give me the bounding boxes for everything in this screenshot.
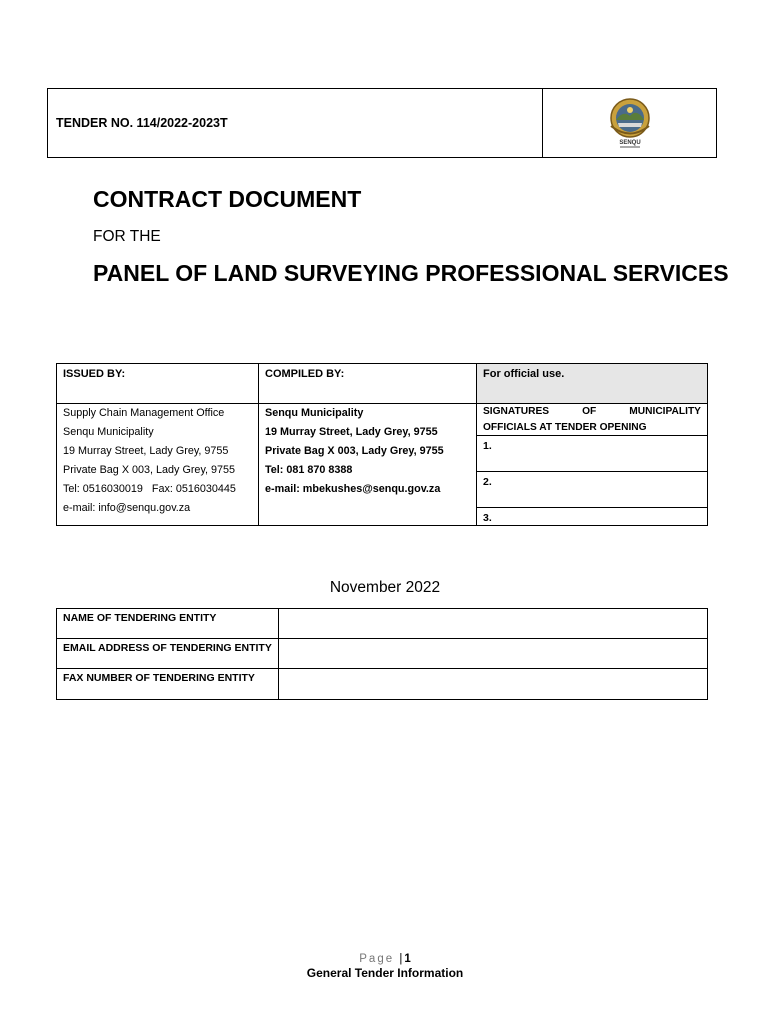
tender-number: TENDER NO. 114/2022-2023T — [56, 116, 228, 130]
entity-email-label: EMAIL ADDRESS OF TENDERING ENTITY — [57, 639, 279, 668]
official-use-column — [477, 364, 707, 525]
panel-services-title: PANEL OF LAND SURVEYING PROFESSIONAL SERVICES — [93, 260, 729, 286]
entity-fax-field[interactable] — [279, 669, 707, 699]
page-number: 1 — [404, 953, 411, 965]
issued-by-line: Private Bag X 003, Lady Grey, 9755 — [63, 464, 236, 476]
compiled-by-line: 19 Murray Street, Lady Grey, 9755 — [265, 426, 438, 438]
compiled-by-lines — [259, 404, 476, 499]
issue-info-table — [56, 363, 708, 526]
issued-by-lines — [57, 404, 258, 518]
issued-by-line: Tel: 0516030019 Fax: 0516030445 — [63, 483, 236, 495]
document-date: November 2022 — [329, 579, 441, 596]
signatures-heading — [477, 404, 707, 436]
sig-word: SIGNATURES — [483, 406, 550, 417]
header-left-cell — [48, 89, 543, 157]
page-footer — [0, 953, 770, 980]
compiled-by-line: Tel: 081 870 8388 — [265, 464, 353, 476]
svg-text:SENQU: SENQU — [618, 140, 641, 146]
table-row — [57, 609, 707, 639]
table-row — [57, 639, 707, 669]
issued-by-line: e-mail: info@senqu.gov.za — [63, 502, 191, 514]
signature-row-2: 2. — [477, 472, 707, 508]
senqu-municipality-crest-icon — [605, 96, 655, 150]
compiled-by-line: Senqu Municipality — [265, 407, 364, 419]
tendering-entity-table — [56, 608, 708, 700]
contract-document-title: CONTRACT DOCUMENT — [93, 186, 362, 212]
entity-name-label: NAME OF TENDERING ENTITY — [57, 609, 279, 638]
footer-info: General Tender Information — [306, 966, 464, 980]
compiled-by-column — [259, 364, 477, 525]
signature-row-1: 1. — [477, 436, 707, 472]
compiled-by-line: e-mail: mbekushes@senqu.gov.za — [265, 483, 441, 495]
signature-row-3: 3. — [483, 512, 492, 524]
compiled-by-line: Private Bag X 003, Lady Grey, 9755 — [265, 445, 444, 457]
page-separator: | — [399, 953, 405, 965]
issued-by-header: ISSUED BY: — [57, 364, 258, 404]
entity-email-field[interactable] — [279, 639, 707, 668]
issued-by-line: Supply Chain Management Office — [63, 407, 225, 419]
entity-name-field[interactable] — [279, 609, 707, 638]
issued-by-line: 19 Murray Street, Lady Grey, 9755 — [63, 445, 229, 457]
sig-word: MUNICIPALITY — [629, 406, 701, 417]
sig-line-2: OFFICIALS AT TENDER OPENING — [483, 422, 647, 433]
header-logo-cell — [543, 89, 716, 157]
issued-by-column — [57, 364, 259, 525]
table-row — [57, 669, 707, 699]
issued-by-line: Senqu Municipality — [63, 426, 154, 438]
sig-word: OF — [582, 406, 597, 417]
compiled-by-header: COMPILED BY: — [259, 364, 476, 404]
for-the-label: FOR THE — [93, 228, 161, 245]
official-use-header: For official use. — [477, 364, 707, 404]
page-indicator — [0, 953, 770, 965]
entity-fax-label: FAX NUMBER OF TENDERING ENTITY — [57, 669, 279, 699]
page-label: Page — [359, 953, 395, 965]
header-box — [47, 88, 717, 158]
